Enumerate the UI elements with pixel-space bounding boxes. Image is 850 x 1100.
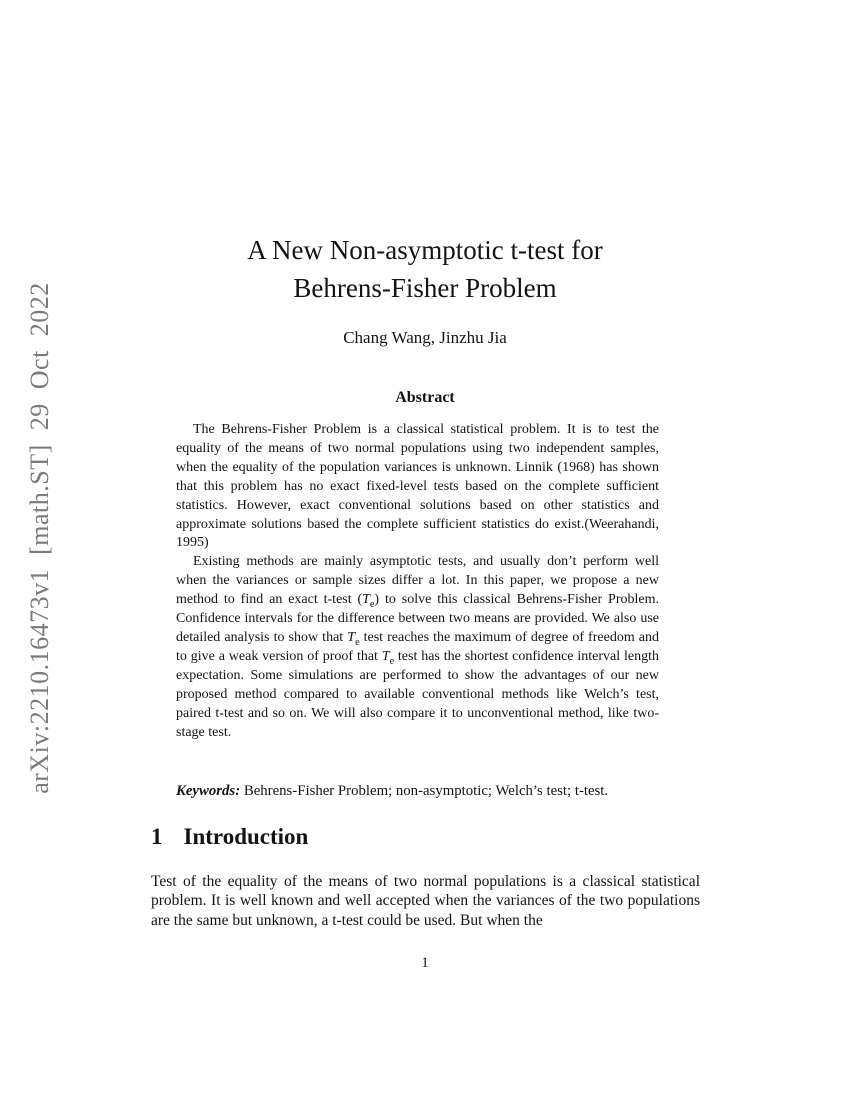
page-number: 1 [421, 955, 429, 971]
arxiv-stamp: arXiv:2210.16473v1 [math.ST] 29 Oct 2022 [25, 282, 54, 794]
paper-title [151, 231, 699, 307]
keywords-label: Keywords: [176, 783, 241, 799]
abstract-paragraph-1: The Behrens-Fisher Problem is a classical statistical problem. It is to test the equality of the means of two normal populations using two independent samples, when the equality of the population variances is unknown. Linnik (1968) has shown that this problem has no exact fixed-level tests based on the complete sufficient statistics. However, exact conventional solutions based on other statistics and approximate solutions based the complete sufficient statistics do exist.(Weerahandi, 1995) [176, 422, 659, 551]
keywords-line [176, 782, 676, 801]
section-1-number: 1 [151, 824, 163, 849]
abstract-paragraph-2: Existing methods are mainly asymptotic tests, and usually don’t perform well when the variances or sample sizes differ a lot. In this paper, we propose a new method to find an exact t-test $(T_e)$ to solve this classical Behrens-Fisher Problem. Confidence intervals for the difference between two means are provided. We also use detailed analysis to show that $T_e$ test reaches the maximum of degree of freedom and to give a weak version of proof that $T_e$ test has the shortest confidence interval length expectation. Some simulations are performed to show the advantages of our new proposed method compared to available conventional methods like Welch’s test, paired t-test and so on. We will also compare it to unconventional method, like two-stage test. [176, 554, 659, 740]
section-1-title: Introduction [183, 824, 309, 849]
section-1-heading [151, 824, 699, 850]
authors: Chang Wang, Jinzhu Jia [343, 328, 507, 347]
section-1-paragraph: Test of the equality of the means of two normal populations is a classical statistical problem. It is well known and well accepted when the variances of the two populations are the same but unknown, a t-test could be used. But when the [151, 873, 700, 929]
paper-title-line-2: Behrens-Fisher Problem [293, 273, 557, 303]
abstract-heading: Abstract [395, 389, 455, 406]
keywords-text: Behrens-Fisher Problem; non-asymptotic; Welch’s test; t-test. [240, 783, 609, 799]
abstract-body [176, 421, 659, 742]
paper-title-line-1: A New Non-asymptotic t-test for [247, 235, 603, 265]
